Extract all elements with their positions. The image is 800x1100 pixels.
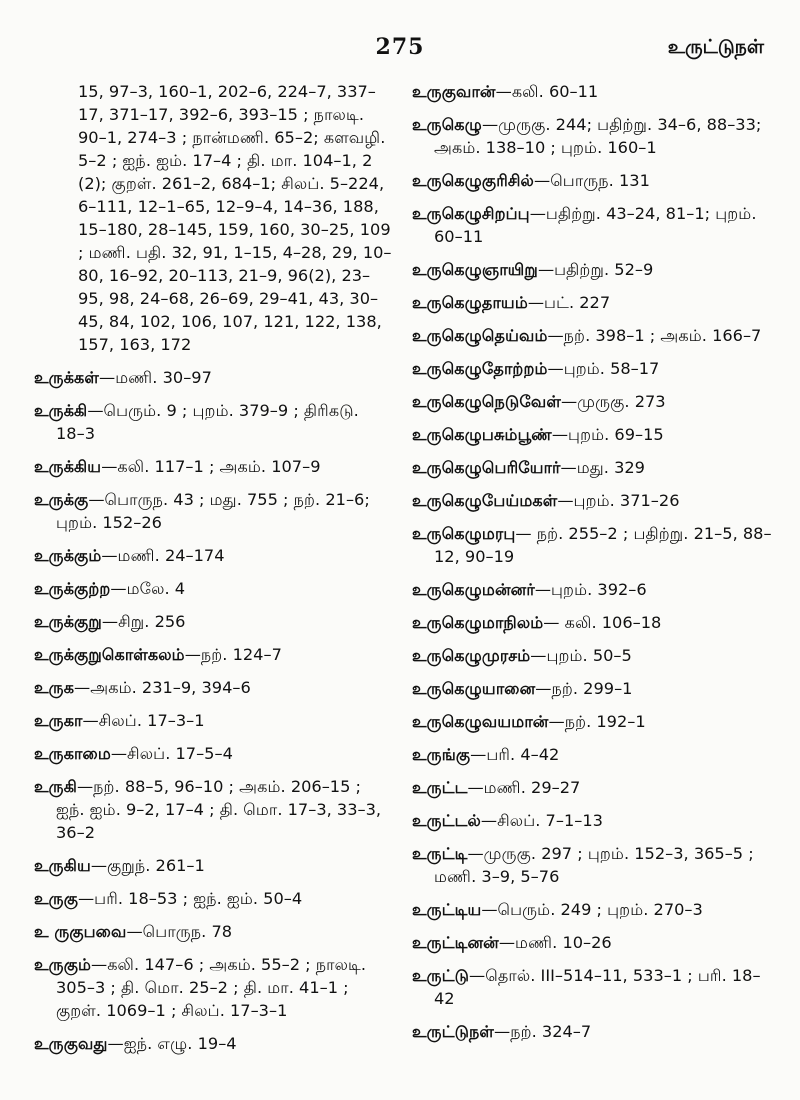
entry-headword: உருட்ட	[412, 778, 468, 797]
entry-headword: உ ருகுபவை	[34, 922, 127, 941]
entry-references: —தொல். III–514–11, 533–1 ; பரி. 18–42	[434, 966, 761, 1008]
entry-headword: உருட்டி	[412, 844, 468, 863]
entry-references: —நற். 398–1 ; அகம். 166–7	[547, 326, 762, 345]
entry-headword: உருக்கு	[34, 490, 89, 509]
index-entry	[34, 399, 392, 445]
index-entry	[412, 710, 774, 733]
index-entry	[412, 842, 774, 888]
entry-headword: உருக	[34, 678, 75, 697]
entry-references: —புறம். 371–26	[557, 491, 680, 510]
entry-references: —புறம். 392–6	[534, 580, 647, 599]
index-entry	[34, 854, 392, 877]
entry-references: —பதிற்று. 52–9	[537, 260, 654, 279]
entry-references: —நற். 88–5, 96–10 ; அகம். 206–15 ; ஐந். ஐம். 9–2, 17–4 ; தி. மொ. 17–3, 33–3, 36–2	[56, 777, 382, 842]
index-entry	[412, 522, 774, 568]
index-entry	[412, 677, 774, 700]
index-entry	[412, 644, 774, 667]
entry-references: —குறுந். 261–1	[90, 856, 205, 875]
entry-headword: உருட்டல்	[412, 811, 481, 830]
entry-references: —நற். 324–7	[494, 1022, 592, 1041]
entry-references: —முருகு. 273	[560, 392, 666, 411]
index-entry	[412, 357, 774, 380]
index-entry	[412, 456, 774, 479]
entry-references: — கலி. 106–18	[543, 613, 662, 632]
index-entry	[34, 366, 392, 389]
entry-references: —மணி. 24–174	[101, 546, 225, 565]
entry-headword: உருட்டினன்	[412, 933, 499, 952]
index-entry	[412, 202, 774, 248]
index-entry	[34, 455, 392, 478]
entry-references: —சிலப். 7–1–13	[480, 811, 603, 830]
entry-headword: உருகா	[34, 711, 83, 730]
entry-headword: உருக்கிய	[34, 457, 102, 476]
entry-references: —பொருந. 78	[126, 922, 233, 941]
entry-headword: உருகெழுதாயம்	[412, 293, 528, 312]
entry-references: —முருகு. 297 ; புறம். 152–3, 365–5 ; மணி. 3–9, 5–76	[434, 844, 754, 886]
index-entry	[34, 643, 392, 666]
index-entry	[412, 169, 774, 192]
index-entry	[412, 578, 774, 601]
entry-headword: உருகுவான்	[412, 82, 496, 101]
entry-headword: உருகெழுசிறப்பு	[412, 204, 530, 223]
entry-headword: உருகெழுபசும்பூண்	[412, 425, 552, 444]
entry-headword: உருகெழுஞாயிறு	[412, 260, 538, 279]
entry-headword: உருங்கு	[412, 745, 471, 764]
index-entry	[34, 544, 392, 567]
index-entry	[412, 258, 774, 281]
entry-references: —பரி. 4–42	[470, 745, 560, 764]
entry-headword: உருகு	[34, 889, 78, 908]
entry-headword: உருட்டிய	[412, 900, 482, 919]
index-entry	[34, 953, 392, 1022]
entry-references: —பதிற்று. 43–24, 81–1; புறம். 60–11	[434, 204, 757, 246]
index-entry	[412, 390, 774, 413]
index-entry	[412, 489, 774, 512]
index-entry	[34, 742, 392, 765]
entry-headword: உருகெழுமாநிலம்	[412, 613, 544, 632]
index-entry	[412, 809, 774, 832]
entry-references: —நற். 124–7	[184, 645, 282, 664]
entry-headword: உருக்குறுகொள்கலம்	[34, 645, 185, 664]
entry-headword: உருக்குற்ற	[34, 579, 111, 598]
entry-headword: உருகிய	[34, 856, 91, 875]
entry-headword: உருட்டு	[412, 966, 470, 985]
entry-references: —புறம். 58–17	[547, 359, 660, 378]
index-entry	[412, 423, 774, 446]
index-entry	[34, 1032, 392, 1055]
entry-headword: உருகெழுதோற்றம்	[412, 359, 548, 378]
entry-headword: உருகெழுமன்னர்	[412, 580, 535, 599]
index-entry	[34, 610, 392, 633]
entry-references: —சிலப். 17–3–1	[82, 711, 205, 730]
entry-references: —புறம். 69–15	[551, 425, 664, 444]
entry-references: —பெரும். 249 ; புறம். 270–3	[481, 900, 703, 919]
entry-references: —அகம். 231–9, 394–6	[74, 678, 251, 697]
index-entry	[34, 887, 392, 910]
entry-headword: உருகெழுகுரிசில்	[412, 171, 534, 190]
index-entry	[412, 931, 774, 954]
entry-headword: உருக்குறு	[34, 612, 102, 631]
entry-references: — நற். 255–2 ; பதிற்று. 21–5, 88–12, 90–19	[434, 524, 772, 566]
index-entry	[412, 964, 774, 1010]
entry-headword: உருகெழுவயமான்	[412, 712, 549, 731]
entry-headword: உருகெழுமரபு	[412, 524, 516, 543]
entry-references: —சிலப். 17–5–4	[110, 744, 233, 763]
entry-headword: உருகி	[34, 777, 77, 796]
index-entry	[412, 776, 774, 799]
entry-headword: உருக்கி	[34, 401, 88, 420]
entry-references: —நற். 299–1	[535, 679, 633, 698]
entry-references: —மலே. 4	[110, 579, 186, 598]
left-column	[34, 80, 392, 1065]
entry-headword: உருகெழு	[412, 115, 482, 134]
index-entry	[412, 1020, 774, 1043]
index-entry	[34, 80, 392, 356]
entry-references: —ஐந். எழு. 19–4	[107, 1034, 237, 1053]
entry-references: —பரி. 18–53 ; ஐந். ஐம். 50–4	[77, 889, 303, 908]
index-entry	[34, 676, 392, 699]
entry-headword: உருகெழுயானை	[412, 679, 536, 698]
entry-headword: உருக்கள்	[34, 368, 100, 387]
entry-references: —மணி. 30–97	[99, 368, 212, 387]
index-entry	[34, 488, 392, 534]
index-entry	[34, 775, 392, 844]
index-entry	[412, 324, 774, 347]
entry-headword: உருகுவது	[34, 1034, 108, 1053]
index-entry	[34, 577, 392, 600]
index-entry	[412, 898, 774, 921]
index-entry	[412, 113, 774, 159]
right-column	[412, 80, 774, 1053]
page-number: 275	[375, 34, 425, 60]
entry-headword: உருகெழுதெய்வம்	[412, 326, 548, 345]
entry-references: —கலி. 147–6 ; அகம். 55–2 ; நாலடி. 305–3 ; தி. மொ. 25–2 ; தி. மா. 41–1 ; குறள். 1069–1 ; சிலப். 17–3–1	[56, 955, 367, 1020]
index-entry	[34, 709, 392, 732]
entry-headword: உருக்கும்	[34, 546, 102, 565]
entry-references: —பொருந. 43 ; மது. 755 ; நற். 21–6; புறம். 152–26	[56, 490, 370, 532]
entry-references: —முருகு. 244; பதிற்று. 34–6, 88–33; அகம். 138–10 ; புறம். 160–1	[434, 115, 762, 157]
entry-headword: உருகெழுபேய்மகள்	[412, 491, 558, 510]
index-entry	[412, 291, 774, 314]
entry-references: —சிறு. 256	[101, 612, 186, 631]
entry-references: —பட். 227	[527, 293, 611, 312]
entry-headword: உருகெழுமுரசம்	[412, 646, 531, 665]
entry-references: —மணி. 29–27	[467, 778, 581, 797]
entry-references: —நற். 192–1	[548, 712, 646, 731]
entry-headword: உருகெழுநெடுவேள்	[412, 392, 561, 411]
entry-headword: உருகாமை	[34, 744, 111, 763]
running-head: உருட்டுநள்	[667, 36, 764, 58]
entry-headword: உருட்டுநள்	[412, 1022, 495, 1041]
entry-references: —பொருந. 131	[534, 171, 650, 190]
index-entry	[34, 920, 392, 943]
index-entry	[412, 743, 774, 766]
entry-references: 15, 97–3, 160–1, 202–6, 224–7, 337–17, 371–17, 392–6, 393–15 ; நாலடி. 90–1, 274–3 ; நான்மணி. 65–2; களவழி. 5–2 ; ஐந். ஐம். 17–4 ; தி. மா. 104–1, 2 (2); குறள். 261–2, 684–1; சிலப். 5–224, 6–111, 12–1–65, 12–9–4, 14–36, 188, 15–180, 28–145, 159, 160, 30–25, 109 ; மணி. பதி. 32, 91, 1–15, 4–28, 29, 10–80, 16–92, 20–113, 21–9, 96(2), 23–95, 98, 24–68, 26–69, 29–41, 43, 30–45, 84, 102, 106, 107, 121, 122, 138, 157, 163, 172	[78, 82, 392, 354]
entry-headword: உருகும்	[34, 955, 92, 974]
entry-references: —புறம். 50–5	[530, 646, 632, 665]
entry-references: —மது. 329	[560, 458, 645, 477]
index-entry	[412, 611, 774, 634]
entry-headword: உருகெழுபெரியோர்	[412, 458, 561, 477]
index-entry	[412, 80, 774, 103]
entry-references: —கலி. 60–11	[495, 82, 599, 101]
entry-references: —கலி. 117–1 ; அகம். 107–9	[101, 457, 321, 476]
entry-references: —மணி. 10–26	[498, 933, 612, 952]
entry-references: —பெரும். 9 ; புறம். 379–9 ; திரிகடு. 18–3	[56, 401, 359, 443]
